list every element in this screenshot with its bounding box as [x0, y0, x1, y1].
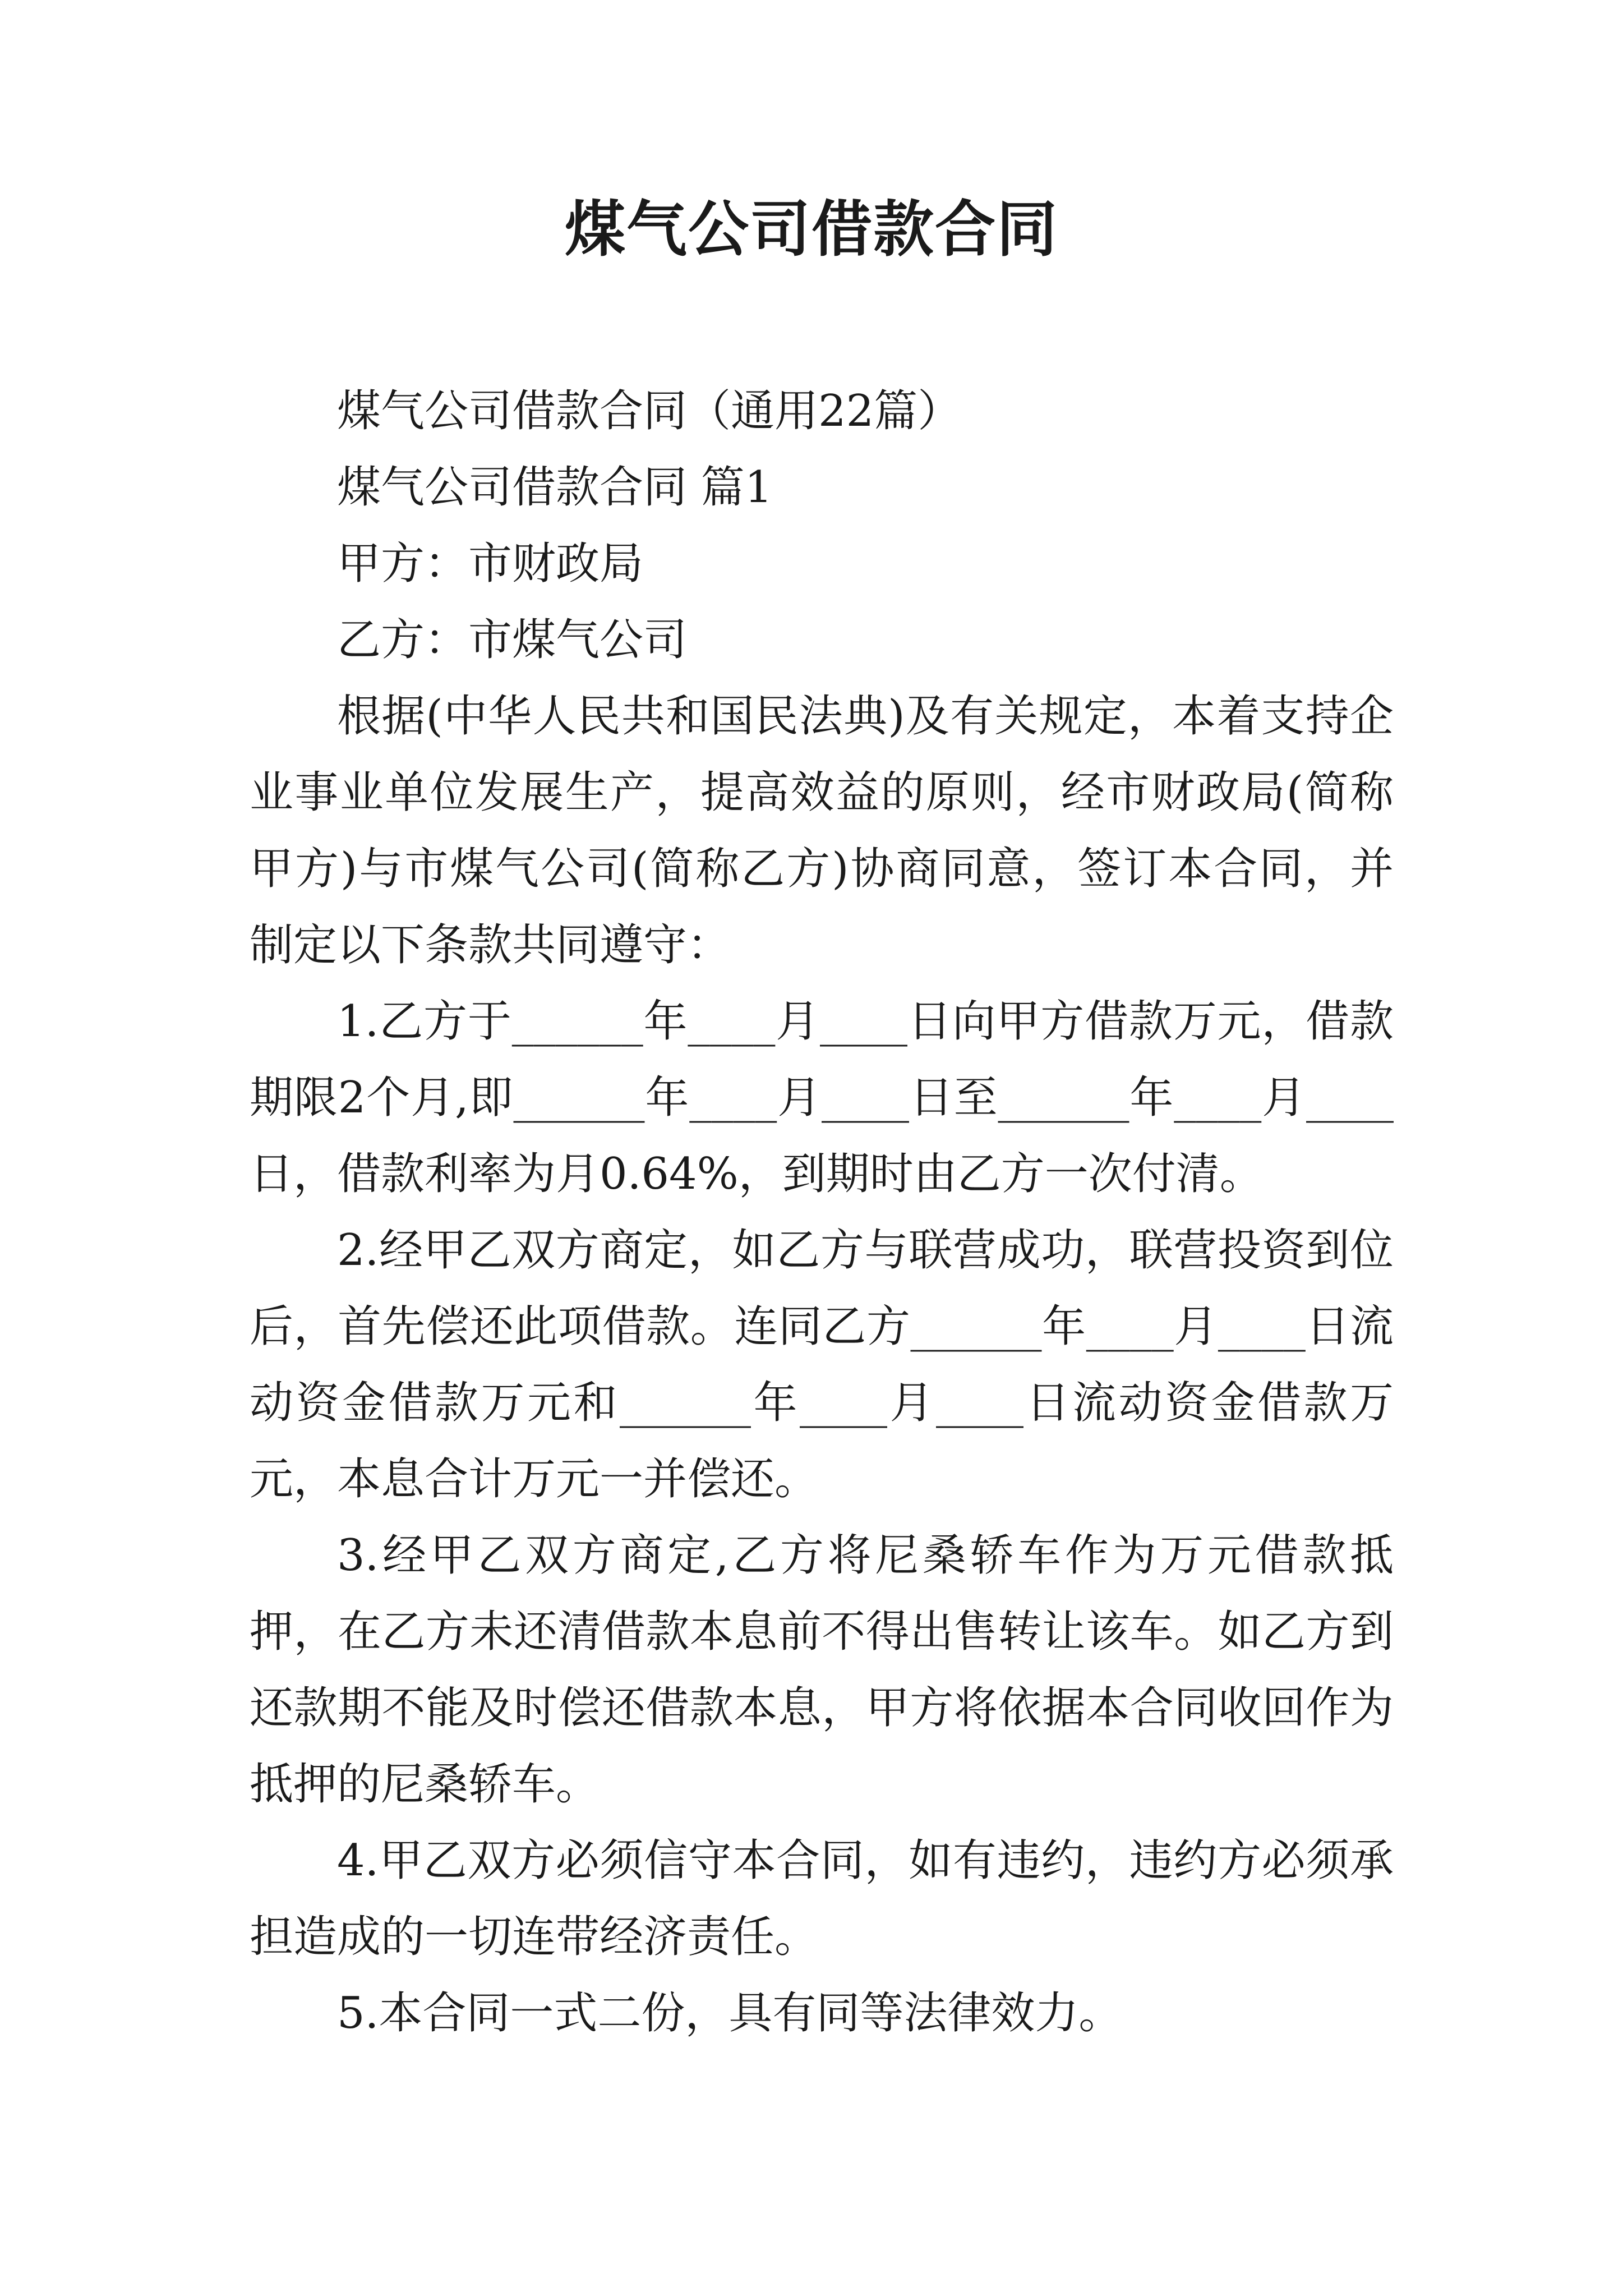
clause-2-paragraph: 2.经甲乙双方商定，如乙方与联营成功，联营投资到位后，首先偿还此项借款。连同乙方______年____月____日流动资金借款万元和______年____月____日流动资金借款万元，本息合计万元一并偿还。 [250, 1225, 1394, 1504]
preamble-paragraph: 根据(中华人民共和国民法典)及有关规定，本着支持企业事业单位发展生产，提高效益的原则，经市财政局(简称甲方)与市煤气公司(简称乙方)协商同意，签订本合同，并制定以下条款共同遵守： [250, 691, 1394, 970]
subtitle-paragraph: 煤气公司借款合同（通用22篇） [337, 386, 962, 436]
clause-1-paragraph: 1.乙方于______年____月____日向甲方借款万元，借款期限2个月,即______年____月____日至______年____月____日，借款利率为月0.64%，到期时由乙方一次付清。 [250, 996, 1394, 1199]
clause-3-paragraph: 3.经甲乙双方商定,乙方将尼桑轿车作为万元借款抵押，在乙方未还清借款本息前不得出售转让该车。如乙方到还款期不能及时偿还借款本息，甲方将依据本合同收回作为抵押的尼桑轿车。 [250, 1530, 1394, 1810]
clause-5-paragraph: 5.本合同一式二份，具有同等法律效力。 [337, 1988, 1123, 2039]
document-body [250, 373, 1394, 2051]
party-b-line: 乙方：市煤气公司 [337, 615, 688, 665]
document-title: 煤气公司借款合同 [564, 195, 1058, 265]
party-a-line: 甲方：市财政局 [337, 539, 644, 589]
clause-4-paragraph: 4.甲乙双方必须信守本合同，如有违约，违约方必须承担造成的一切连带经济责任。 [250, 1835, 1394, 1962]
section-heading: 煤气公司借款合同 篇1 [337, 462, 773, 513]
